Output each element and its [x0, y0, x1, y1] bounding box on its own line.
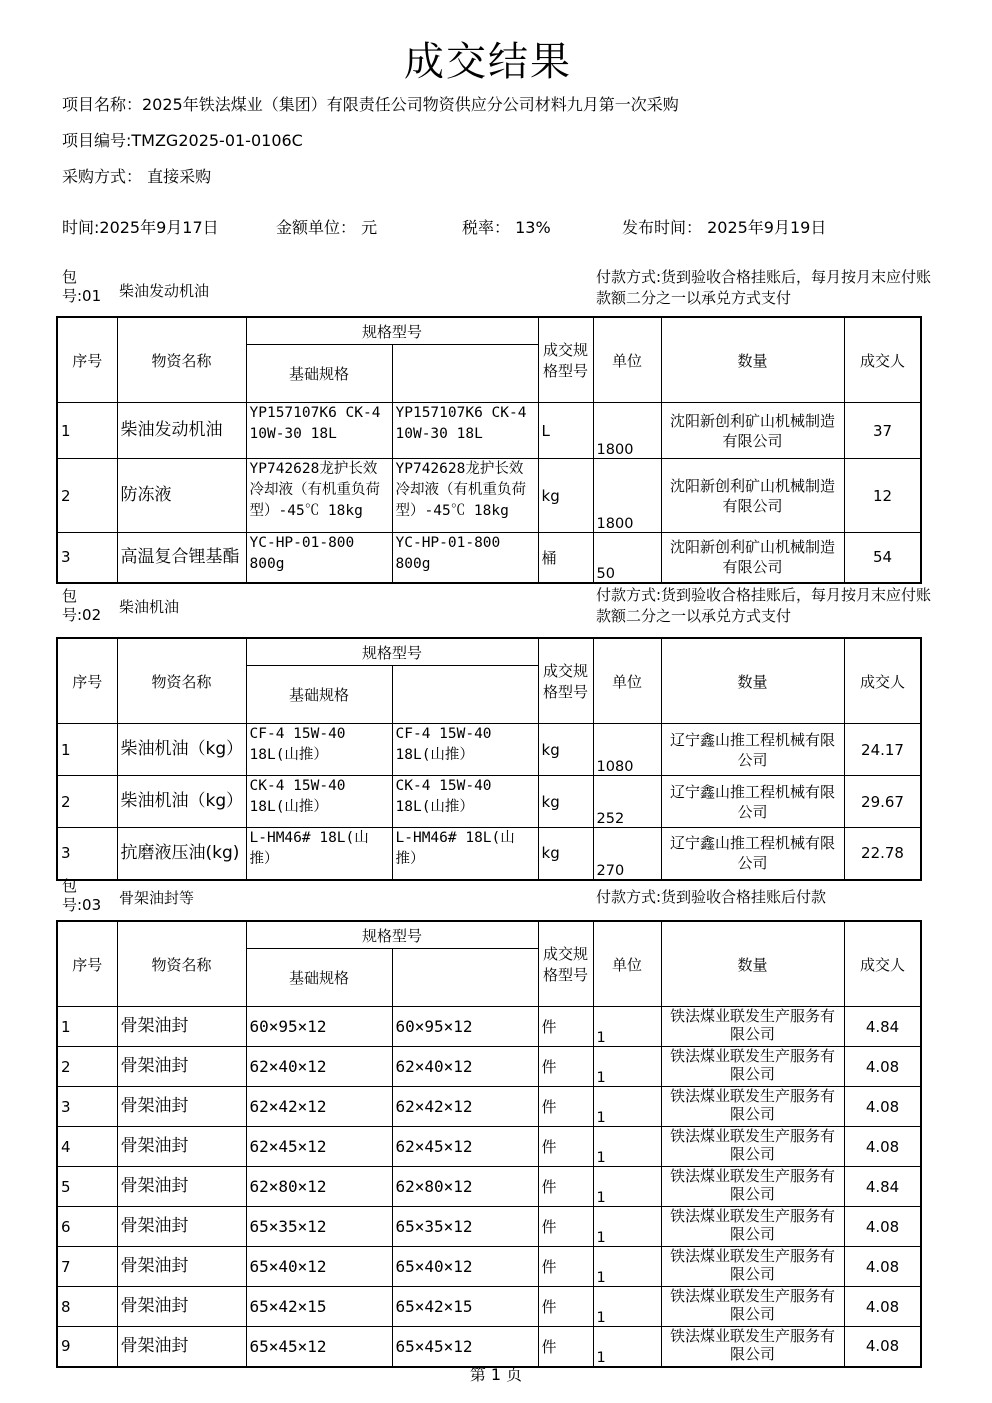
header-spec-group: 规格型号	[246, 317, 538, 345]
row-supplier: 铁法煤业联发生产服务有限公司	[661, 1167, 844, 1207]
payment-terms: 付款方式:货到验收合格挂账后付款	[596, 888, 827, 906]
row-quantity: 1	[593, 1287, 661, 1327]
row-material-name: 柴油机油（kg）	[117, 724, 246, 776]
row-unit-price: 4.08	[844, 1047, 921, 1087]
table-row	[57, 828, 921, 880]
row-base-spec: 62×45×12	[246, 1127, 392, 1167]
row-unit-price: 37	[844, 403, 921, 459]
row-seq: 2	[57, 776, 117, 828]
row-supplier: 辽宁鑫山推工程机械有限公司	[661, 776, 844, 828]
row-supplier: 铁法煤业联发生产服务有限公司	[661, 1007, 844, 1047]
row-material-name: 高温复合锂基酯	[117, 533, 246, 583]
row-unit-price: 54	[844, 533, 921, 583]
row-unit-price: 4.84	[844, 1167, 921, 1207]
row-supplier: 辽宁鑫山推工程机械有限公司	[661, 724, 844, 776]
row-unit: 桶	[538, 533, 593, 583]
row-unit-price: 22.78	[844, 828, 921, 880]
row-deal-spec: CF-4 15W-40 18L(山推）	[392, 724, 538, 776]
header-seq: 序号	[57, 317, 117, 403]
row-deal-spec: 62×42×12	[392, 1087, 538, 1127]
row-deal-spec: YP157107K6 CK-4 10W-30 18L	[392, 403, 538, 459]
payment-terms: 付款方式:货到验收合格挂账后，每月按月末应付账款额二分之一以承兑方式支付	[596, 586, 932, 625]
row-quantity: 1080	[593, 724, 661, 776]
header-qty: 数量	[661, 638, 844, 724]
row-seq: 3	[57, 533, 117, 583]
package-table	[56, 920, 922, 1368]
row-base-spec: 65×45×12	[246, 1327, 392, 1367]
row-deal-spec: 65×42×15	[392, 1287, 538, 1327]
row-seq: 1	[57, 724, 117, 776]
table-row	[57, 1127, 921, 1167]
row-base-spec: 62×42×12	[246, 1087, 392, 1127]
row-unit-price: 29.67	[844, 776, 921, 828]
row-material-name: 骨架油封	[117, 1087, 246, 1127]
row-unit-price: 12	[844, 459, 921, 533]
row-unit: 件	[538, 1287, 593, 1327]
row-unit: kg	[538, 459, 593, 533]
row-seq: 7	[57, 1247, 117, 1287]
row-material-name: 骨架油封	[117, 1167, 246, 1207]
row-supplier: 铁法煤业联发生产服务有限公司	[661, 1207, 844, 1247]
row-quantity: 1	[593, 1167, 661, 1207]
table-row	[57, 1327, 921, 1367]
row-base-spec: YP157107K6 CK-4 10W-30 18L	[246, 403, 392, 459]
row-material-name: 柴油机油（kg）	[117, 776, 246, 828]
row-deal-spec: L-HM46# 18L(山推）	[392, 828, 538, 880]
row-seq: 2	[57, 459, 117, 533]
row-material-name: 骨架油封	[117, 1327, 246, 1367]
header-seq: 序号	[57, 921, 117, 1007]
row-base-spec: 65×42×15	[246, 1287, 392, 1327]
row-quantity: 1	[593, 1087, 661, 1127]
table-row	[57, 1247, 921, 1287]
header-party: 成交人	[844, 921, 921, 1007]
row-unit-price: 4.08	[844, 1127, 921, 1167]
row-quantity: 1800	[593, 459, 661, 533]
row-supplier: 铁法煤业联发生产服务有限公司	[661, 1047, 844, 1087]
row-unit: kg	[538, 828, 593, 880]
header-spec-deal: 成交规格型号	[538, 317, 593, 403]
row-base-spec: 62×80×12	[246, 1167, 392, 1207]
row-base-spec: 62×40×12	[246, 1047, 392, 1087]
header-name: 物资名称	[117, 921, 246, 1007]
row-seq: 1	[57, 403, 117, 459]
row-material-name: 骨架油封	[117, 1127, 246, 1167]
row-base-spec: YP742628龙护长效冷却液（有机重负荷型）-45℃ 18kg	[246, 459, 392, 533]
row-seq: 1	[57, 1007, 117, 1047]
row-unit: 件	[538, 1127, 593, 1167]
header-party: 成交人	[844, 638, 921, 724]
tax-rate: 税率： 13%	[462, 218, 551, 237]
header-spec-group: 规格型号	[246, 638, 538, 666]
row-unit: 件	[538, 1247, 593, 1287]
header-name: 物资名称	[117, 638, 246, 724]
row-material-name: 骨架油封	[117, 1007, 246, 1047]
row-deal-spec: 65×40×12	[392, 1247, 538, 1287]
header-spec-base: 基础规格	[246, 949, 392, 1007]
publish-time: 发布时间： 2025年9月19日	[622, 218, 827, 237]
row-unit-price: 4.08	[844, 1247, 921, 1287]
table-row	[57, 776, 921, 828]
table-row	[57, 1087, 921, 1127]
table-row	[57, 1047, 921, 1087]
row-unit: 件	[538, 1087, 593, 1127]
row-supplier: 沈阳新创利矿山机械制造有限公司	[661, 459, 844, 533]
row-base-spec: 65×40×12	[246, 1247, 392, 1287]
row-material-name: 骨架油封	[117, 1287, 246, 1327]
row-seq: 9	[57, 1327, 117, 1367]
row-unit: 件	[538, 1047, 593, 1087]
row-unit: 件	[538, 1207, 593, 1247]
table-row	[57, 1007, 921, 1047]
page-title: 成交结果	[404, 39, 572, 85]
row-unit: kg	[538, 776, 593, 828]
header-spec-base: 基础规格	[246, 666, 392, 724]
row-deal-spec: YC-HP-01-800 800g	[392, 533, 538, 583]
row-unit: kg	[538, 724, 593, 776]
table-row	[57, 724, 921, 776]
row-material-name: 柴油发动机油	[117, 403, 246, 459]
table-row	[57, 403, 921, 459]
header-qty: 数量	[661, 921, 844, 1007]
row-quantity: 50	[593, 533, 661, 583]
row-deal-spec: 62×45×12	[392, 1127, 538, 1167]
row-deal-spec: CK-4 15W-40 18L(山推）	[392, 776, 538, 828]
package-table	[56, 637, 922, 881]
row-quantity: 1	[593, 1207, 661, 1247]
package-name: 柴油机油	[119, 598, 180, 616]
row-unit-price: 4.08	[844, 1207, 921, 1247]
row-supplier: 沈阳新创利矿山机械制造有限公司	[661, 403, 844, 459]
header-spec-deal: 成交规格型号	[538, 921, 593, 1007]
row-base-spec: CF-4 15W-40 18L(山推）	[246, 724, 392, 776]
header-qty: 数量	[661, 317, 844, 403]
row-supplier: 沈阳新创利矿山机械制造有限公司	[661, 533, 844, 583]
table-row	[57, 1167, 921, 1207]
header-spec-base: 基础规格	[246, 345, 392, 403]
purchase-method: 采购方式： 直接采购	[62, 167, 212, 186]
package-label: 包 号:03	[62, 877, 102, 914]
header-unit: 单位	[593, 317, 661, 403]
row-material-name: 骨架油封	[117, 1207, 246, 1247]
row-material-name: 骨架油封	[117, 1047, 246, 1087]
package-label: 包 号:01	[62, 268, 102, 305]
deal-date: 时间:2025年9月17日	[62, 218, 219, 237]
row-quantity: 252	[593, 776, 661, 828]
page-number: 第 1 页	[469, 1365, 523, 1384]
row-seq: 5	[57, 1167, 117, 1207]
row-unit: 件	[538, 1167, 593, 1207]
row-quantity: 1	[593, 1247, 661, 1287]
amount-unit: 金额单位： 元	[276, 218, 378, 237]
table-row	[57, 1207, 921, 1247]
row-unit-price: 4.84	[844, 1007, 921, 1047]
row-base-spec: YC-HP-01-800 800g	[246, 533, 392, 583]
header-seq: 序号	[57, 638, 117, 724]
header-name: 物资名称	[117, 317, 246, 403]
row-unit-price: 4.08	[844, 1327, 921, 1367]
row-quantity: 270	[593, 828, 661, 880]
row-base-spec: CK-4 15W-40 18L(山推）	[246, 776, 392, 828]
row-quantity: 1	[593, 1047, 661, 1087]
row-deal-spec: 62×80×12	[392, 1167, 538, 1207]
header-unit: 单位	[593, 638, 661, 724]
row-supplier: 辽宁鑫山推工程机械有限公司	[661, 828, 844, 880]
row-seq: 2	[57, 1047, 117, 1087]
row-base-spec: 60×95×12	[246, 1007, 392, 1047]
row-material-name: 骨架油封	[117, 1247, 246, 1287]
table-row	[57, 533, 921, 583]
row-quantity: 1	[593, 1327, 661, 1367]
row-seq: 4	[57, 1127, 117, 1167]
project-number: 项目编号:TMZG2025-01-0106C	[62, 131, 303, 150]
package-name: 柴油发动机油	[119, 282, 210, 300]
header-spec-deal: 成交规格型号	[538, 638, 593, 724]
row-material-name: 防冻液	[117, 459, 246, 533]
row-unit: 件	[538, 1007, 593, 1047]
row-supplier: 铁法煤业联发生产服务有限公司	[661, 1247, 844, 1287]
header-party: 成交人	[844, 317, 921, 403]
row-unit-price: 4.08	[844, 1087, 921, 1127]
row-supplier: 铁法煤业联发生产服务有限公司	[661, 1327, 844, 1367]
row-unit-price: 4.08	[844, 1287, 921, 1327]
header-spec-group: 规格型号	[246, 921, 538, 949]
row-quantity: 1800	[593, 403, 661, 459]
row-quantity: 1	[593, 1007, 661, 1047]
project-name: 项目名称：2025年铁法煤业（集团）有限责任公司物资供应分公司材料九月第一次采购	[62, 95, 679, 114]
row-seq: 6	[57, 1207, 117, 1247]
row-deal-spec: 65×35×12	[392, 1207, 538, 1247]
row-material-name: 抗磨液压油(kg)	[117, 828, 246, 880]
row-deal-spec: 60×95×12	[392, 1007, 538, 1047]
table-row	[57, 459, 921, 533]
package-table	[56, 316, 922, 584]
row-base-spec: 65×35×12	[246, 1207, 392, 1247]
payment-terms: 付款方式:货到验收合格挂账后，每月按月末应付账款额二分之一以承兑方式支付	[596, 268, 932, 307]
row-deal-spec: 65×45×12	[392, 1327, 538, 1367]
row-seq: 3	[57, 1087, 117, 1127]
row-base-spec: L-HM46# 18L(山推）	[246, 828, 392, 880]
package-label: 包 号:02	[62, 587, 102, 624]
row-deal-spec: 62×40×12	[392, 1047, 538, 1087]
row-seq: 8	[57, 1287, 117, 1327]
row-unit: L	[538, 403, 593, 459]
row-deal-spec: YP742628龙护长效冷却液（有机重负荷型）-45℃ 18kg	[392, 459, 538, 533]
row-supplier: 铁法煤业联发生产服务有限公司	[661, 1127, 844, 1167]
row-unit-price: 24.17	[844, 724, 921, 776]
row-unit: 件	[538, 1327, 593, 1367]
package-name: 骨架油封等	[119, 889, 195, 907]
table-row	[57, 1287, 921, 1327]
row-seq: 3	[57, 828, 117, 880]
header-unit: 单位	[593, 921, 661, 1007]
row-supplier: 铁法煤业联发生产服务有限公司	[661, 1087, 844, 1127]
row-supplier: 铁法煤业联发生产服务有限公司	[661, 1287, 844, 1327]
row-quantity: 1	[593, 1127, 661, 1167]
